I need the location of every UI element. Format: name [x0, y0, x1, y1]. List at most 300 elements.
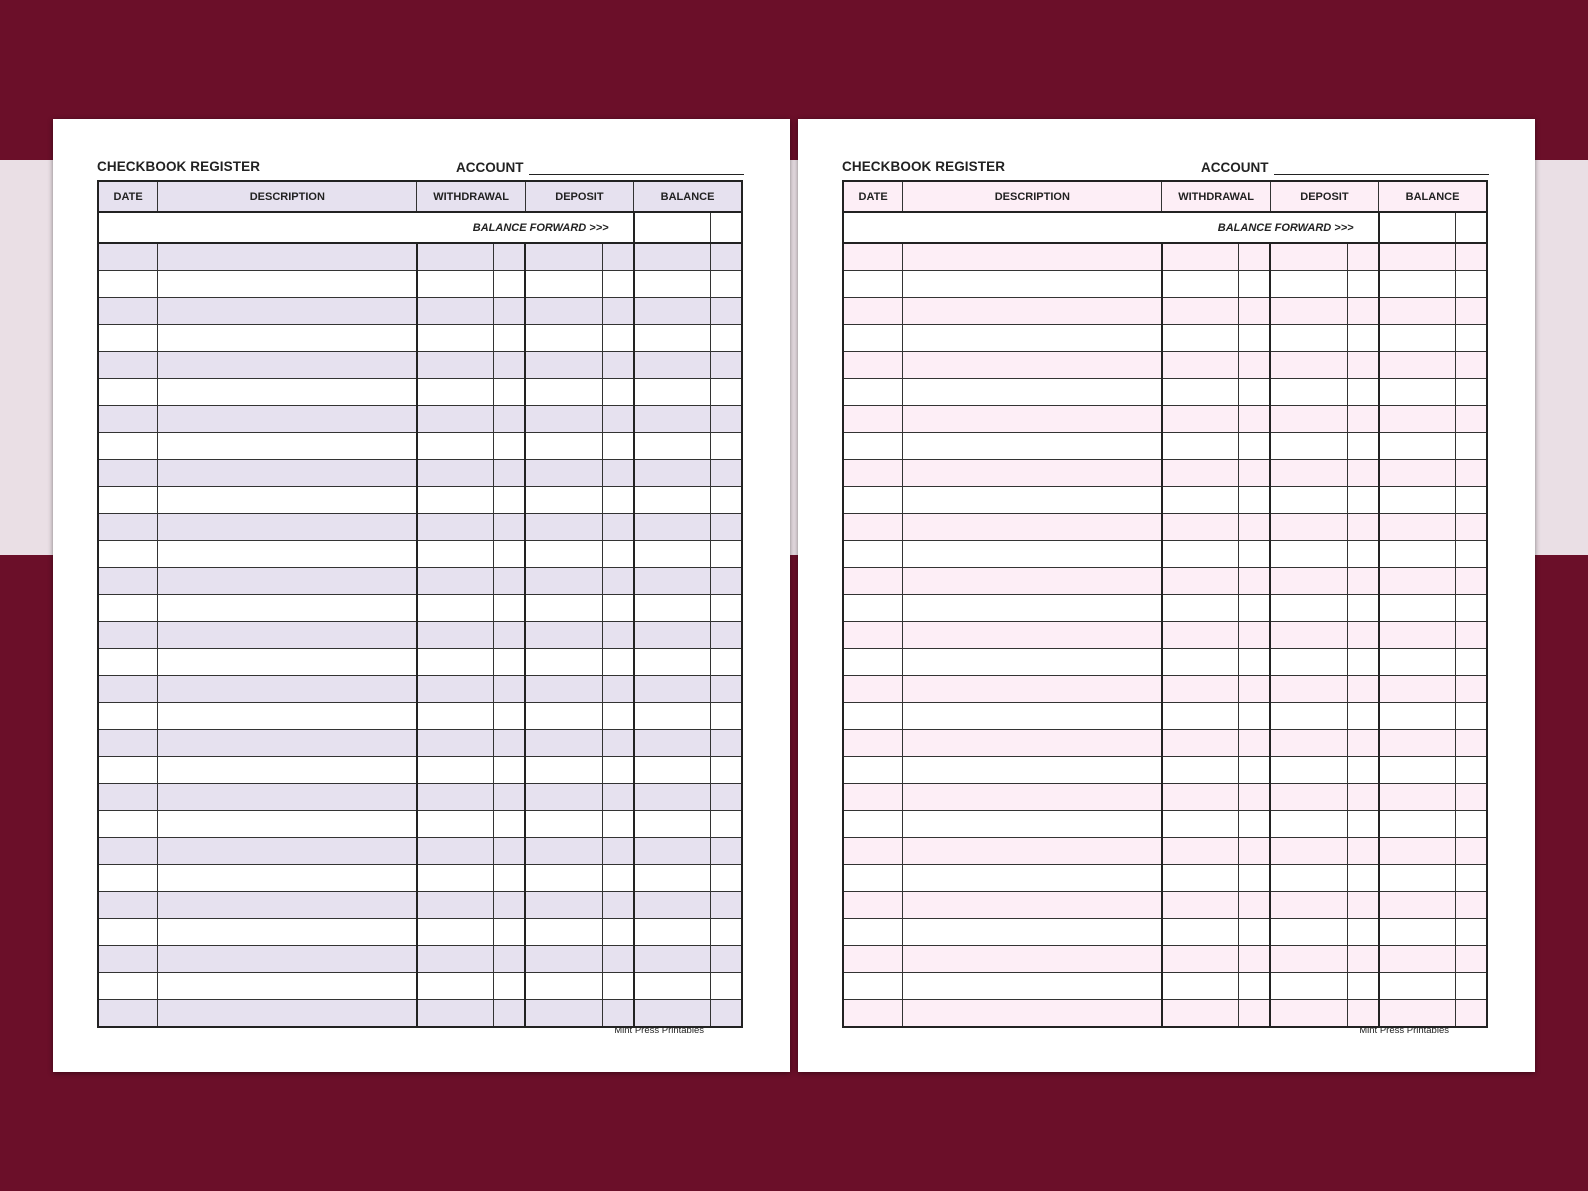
withdrawal-cents-cell[interactable]: [494, 379, 525, 406]
balance-cents-cell[interactable]: [1456, 784, 1487, 811]
description-cell[interactable]: [158, 757, 417, 784]
balance-cents-cell[interactable]: [711, 838, 742, 865]
description-cell[interactable]: [903, 730, 1162, 757]
deposit-amount-cell[interactable]: [1270, 379, 1347, 406]
balance-amount-cell[interactable]: [634, 676, 711, 703]
deposit-cents-cell[interactable]: [602, 433, 633, 460]
withdrawal-amount-cell[interactable]: [1162, 649, 1239, 676]
balance-cents-cell[interactable]: [711, 568, 742, 595]
date-cell[interactable]: [98, 622, 158, 649]
withdrawal-amount-cell[interactable]: [1162, 460, 1239, 487]
balance-amount-cell[interactable]: [634, 298, 711, 325]
date-cell[interactable]: [843, 460, 903, 487]
deposit-cents-cell[interactable]: [602, 757, 633, 784]
date-cell[interactable]: [843, 406, 903, 433]
withdrawal-cents-cell[interactable]: [494, 946, 525, 973]
balance-cents-cell[interactable]: [1456, 757, 1487, 784]
withdrawal-amount-cell[interactable]: [1162, 865, 1239, 892]
date-cell[interactable]: [843, 757, 903, 784]
withdrawal-amount-cell[interactable]: [417, 460, 494, 487]
withdrawal-cents-cell[interactable]: [1239, 919, 1270, 946]
description-cell[interactable]: [158, 919, 417, 946]
withdrawal-cents-cell[interactable]: [1239, 1000, 1270, 1028]
balance-cents-cell[interactable]: [711, 325, 742, 352]
deposit-amount-cell[interactable]: [525, 298, 602, 325]
description-cell[interactable]: [903, 298, 1162, 325]
withdrawal-cents-cell[interactable]: [494, 298, 525, 325]
withdrawal-amount-cell[interactable]: [1162, 406, 1239, 433]
deposit-amount-cell[interactable]: [1270, 730, 1347, 757]
withdrawal-amount-cell[interactable]: [1162, 1000, 1239, 1028]
balance-amount-cell[interactable]: [634, 406, 711, 433]
date-cell[interactable]: [98, 352, 158, 379]
balance-cents-cell[interactable]: [711, 811, 742, 838]
balance-cents-cell[interactable]: [711, 757, 742, 784]
balance-cents-cell[interactable]: [1456, 595, 1487, 622]
deposit-amount-cell[interactable]: [525, 703, 602, 730]
balance-amount-cell[interactable]: [634, 892, 711, 919]
deposit-amount-cell[interactable]: [525, 838, 602, 865]
date-cell[interactable]: [98, 973, 158, 1000]
withdrawal-amount-cell[interactable]: [417, 838, 494, 865]
withdrawal-cents-cell[interactable]: [1239, 811, 1270, 838]
withdrawal-cents-cell[interactable]: [494, 919, 525, 946]
balance-amount-cell[interactable]: [634, 703, 711, 730]
withdrawal-cents-cell[interactable]: [1239, 649, 1270, 676]
balance-amount-cell[interactable]: [1379, 406, 1456, 433]
account-write-line[interactable]: [529, 159, 745, 175]
deposit-amount-cell[interactable]: [1270, 838, 1347, 865]
withdrawal-cents-cell[interactable]: [1239, 325, 1270, 352]
balance-amount-cell[interactable]: [634, 649, 711, 676]
description-cell[interactable]: [158, 1000, 417, 1028]
balance-amount-cell[interactable]: [1379, 730, 1456, 757]
deposit-cents-cell[interactable]: [602, 622, 633, 649]
deposit-cents-cell[interactable]: [1347, 568, 1378, 595]
deposit-cents-cell[interactable]: [602, 676, 633, 703]
withdrawal-amount-cell[interactable]: [1162, 433, 1239, 460]
date-cell[interactable]: [843, 865, 903, 892]
description-cell[interactable]: [903, 568, 1162, 595]
withdrawal-cents-cell[interactable]: [494, 243, 525, 271]
withdrawal-amount-cell[interactable]: [417, 514, 494, 541]
description-cell[interactable]: [158, 514, 417, 541]
deposit-amount-cell[interactable]: [1270, 271, 1347, 298]
date-cell[interactable]: [98, 757, 158, 784]
balance-forward-amount-cell[interactable]: [634, 212, 711, 243]
balance-cents-cell[interactable]: [711, 352, 742, 379]
date-cell[interactable]: [98, 243, 158, 271]
withdrawal-amount-cell[interactable]: [417, 568, 494, 595]
date-cell[interactable]: [98, 379, 158, 406]
withdrawal-cents-cell[interactable]: [494, 811, 525, 838]
withdrawal-cents-cell[interactable]: [1239, 487, 1270, 514]
description-cell[interactable]: [158, 730, 417, 757]
deposit-cents-cell[interactable]: [1347, 730, 1378, 757]
balance-amount-cell[interactable]: [1379, 703, 1456, 730]
withdrawal-cents-cell[interactable]: [494, 1000, 525, 1028]
balance-amount-cell[interactable]: [634, 730, 711, 757]
description-cell[interactable]: [903, 676, 1162, 703]
date-cell[interactable]: [843, 568, 903, 595]
deposit-cents-cell[interactable]: [602, 703, 633, 730]
deposit-amount-cell[interactable]: [525, 487, 602, 514]
balance-amount-cell[interactable]: [1379, 865, 1456, 892]
withdrawal-cents-cell[interactable]: [1239, 676, 1270, 703]
withdrawal-amount-cell[interactable]: [1162, 379, 1239, 406]
balance-amount-cell[interactable]: [634, 811, 711, 838]
balance-cents-cell[interactable]: [711, 649, 742, 676]
date-cell[interactable]: [843, 514, 903, 541]
description-cell[interactable]: [158, 541, 417, 568]
description-cell[interactable]: [158, 676, 417, 703]
description-cell[interactable]: [903, 811, 1162, 838]
description-cell[interactable]: [158, 973, 417, 1000]
balance-cents-cell[interactable]: [711, 271, 742, 298]
date-cell[interactable]: [843, 730, 903, 757]
deposit-cents-cell[interactable]: [602, 811, 633, 838]
balance-amount-cell[interactable]: [1379, 271, 1456, 298]
balance-cents-cell[interactable]: [711, 622, 742, 649]
withdrawal-cents-cell[interactable]: [1239, 865, 1270, 892]
withdrawal-amount-cell[interactable]: [417, 325, 494, 352]
deposit-cents-cell[interactable]: [1347, 838, 1378, 865]
deposit-amount-cell[interactable]: [525, 757, 602, 784]
withdrawal-amount-cell[interactable]: [1162, 892, 1239, 919]
deposit-cents-cell[interactable]: [1347, 649, 1378, 676]
description-cell[interactable]: [158, 622, 417, 649]
balance-amount-cell[interactable]: [1379, 298, 1456, 325]
balance-cents-cell[interactable]: [1456, 271, 1487, 298]
deposit-amount-cell[interactable]: [1270, 865, 1347, 892]
deposit-amount-cell[interactable]: [525, 811, 602, 838]
deposit-amount-cell[interactable]: [525, 541, 602, 568]
balance-amount-cell[interactable]: [634, 487, 711, 514]
deposit-cents-cell[interactable]: [1347, 811, 1378, 838]
balance-amount-cell[interactable]: [634, 568, 711, 595]
withdrawal-amount-cell[interactable]: [417, 973, 494, 1000]
deposit-amount-cell[interactable]: [525, 676, 602, 703]
deposit-cents-cell[interactable]: [1347, 352, 1378, 379]
balance-cents-cell[interactable]: [711, 676, 742, 703]
deposit-amount-cell[interactable]: [1270, 892, 1347, 919]
date-cell[interactable]: [98, 1000, 158, 1028]
deposit-cents-cell[interactable]: [602, 595, 633, 622]
withdrawal-cents-cell[interactable]: [494, 973, 525, 1000]
withdrawal-amount-cell[interactable]: [417, 919, 494, 946]
withdrawal-cents-cell[interactable]: [1239, 352, 1270, 379]
withdrawal-cents-cell[interactable]: [1239, 892, 1270, 919]
withdrawal-amount-cell[interactable]: [1162, 784, 1239, 811]
description-cell[interactable]: [903, 865, 1162, 892]
deposit-cents-cell[interactable]: [1347, 541, 1378, 568]
withdrawal-amount-cell[interactable]: [417, 433, 494, 460]
withdrawal-amount-cell[interactable]: [417, 757, 494, 784]
deposit-cents-cell[interactable]: [1347, 973, 1378, 1000]
date-cell[interactable]: [98, 298, 158, 325]
balance-cents-cell[interactable]: [1456, 865, 1487, 892]
balance-amount-cell[interactable]: [634, 757, 711, 784]
withdrawal-cents-cell[interactable]: [494, 568, 525, 595]
balance-cents-cell[interactable]: [1456, 973, 1487, 1000]
balance-amount-cell[interactable]: [634, 271, 711, 298]
balance-amount-cell[interactable]: [1379, 757, 1456, 784]
balance-cents-cell[interactable]: [711, 541, 742, 568]
date-cell[interactable]: [98, 433, 158, 460]
deposit-cents-cell[interactable]: [602, 649, 633, 676]
balance-cents-cell[interactable]: [1456, 541, 1487, 568]
withdrawal-cents-cell[interactable]: [494, 757, 525, 784]
withdrawal-amount-cell[interactable]: [417, 784, 494, 811]
deposit-amount-cell[interactable]: [525, 568, 602, 595]
withdrawal-cents-cell[interactable]: [494, 730, 525, 757]
withdrawal-cents-cell[interactable]: [1239, 730, 1270, 757]
deposit-amount-cell[interactable]: [525, 865, 602, 892]
balance-forward-cents-cell[interactable]: [711, 212, 742, 243]
withdrawal-amount-cell[interactable]: [1162, 757, 1239, 784]
withdrawal-amount-cell[interactable]: [1162, 352, 1239, 379]
deposit-amount-cell[interactable]: [1270, 460, 1347, 487]
balance-cents-cell[interactable]: [711, 730, 742, 757]
description-cell[interactable]: [903, 487, 1162, 514]
balance-amount-cell[interactable]: [1379, 973, 1456, 1000]
withdrawal-amount-cell[interactable]: [417, 892, 494, 919]
date-cell[interactable]: [98, 460, 158, 487]
balance-amount-cell[interactable]: [634, 838, 711, 865]
date-cell[interactable]: [843, 271, 903, 298]
deposit-cents-cell[interactable]: [602, 325, 633, 352]
date-cell[interactable]: [98, 541, 158, 568]
withdrawal-amount-cell[interactable]: [1162, 730, 1239, 757]
deposit-amount-cell[interactable]: [525, 649, 602, 676]
balance-amount-cell[interactable]: [1379, 595, 1456, 622]
balance-cents-cell[interactable]: [1456, 1000, 1487, 1028]
deposit-cents-cell[interactable]: [1347, 406, 1378, 433]
deposit-cents-cell[interactable]: [1347, 379, 1378, 406]
deposit-amount-cell[interactable]: [525, 892, 602, 919]
deposit-amount-cell[interactable]: [1270, 352, 1347, 379]
balance-cents-cell[interactable]: [711, 865, 742, 892]
description-cell[interactable]: [903, 1000, 1162, 1028]
balance-cents-cell[interactable]: [1456, 379, 1487, 406]
balance-amount-cell[interactable]: [1379, 487, 1456, 514]
date-cell[interactable]: [98, 838, 158, 865]
withdrawal-amount-cell[interactable]: [1162, 973, 1239, 1000]
withdrawal-amount-cell[interactable]: [417, 298, 494, 325]
deposit-cents-cell[interactable]: [1347, 514, 1378, 541]
withdrawal-amount-cell[interactable]: [417, 487, 494, 514]
withdrawal-amount-cell[interactable]: [417, 946, 494, 973]
balance-amount-cell[interactable]: [634, 973, 711, 1000]
withdrawal-cents-cell[interactable]: [1239, 433, 1270, 460]
description-cell[interactable]: [903, 352, 1162, 379]
date-cell[interactable]: [843, 433, 903, 460]
date-cell[interactable]: [843, 243, 903, 271]
withdrawal-cents-cell[interactable]: [494, 514, 525, 541]
deposit-amount-cell[interactable]: [1270, 676, 1347, 703]
withdrawal-amount-cell[interactable]: [417, 379, 494, 406]
description-cell[interactable]: [903, 460, 1162, 487]
withdrawal-cents-cell[interactable]: [1239, 946, 1270, 973]
date-cell[interactable]: [843, 325, 903, 352]
description-cell[interactable]: [158, 271, 417, 298]
deposit-cents-cell[interactable]: [602, 784, 633, 811]
withdrawal-cents-cell[interactable]: [1239, 622, 1270, 649]
description-cell[interactable]: [903, 379, 1162, 406]
date-cell[interactable]: [843, 379, 903, 406]
deposit-amount-cell[interactable]: [1270, 325, 1347, 352]
balance-amount-cell[interactable]: [1379, 460, 1456, 487]
balance-amount-cell[interactable]: [1379, 811, 1456, 838]
deposit-amount-cell[interactable]: [1270, 487, 1347, 514]
description-cell[interactable]: [903, 595, 1162, 622]
balance-amount-cell[interactable]: [634, 433, 711, 460]
date-cell[interactable]: [98, 676, 158, 703]
deposit-amount-cell[interactable]: [1270, 298, 1347, 325]
deposit-amount-cell[interactable]: [525, 919, 602, 946]
balance-cents-cell[interactable]: [1456, 514, 1487, 541]
date-cell[interactable]: [98, 649, 158, 676]
description-cell[interactable]: [158, 649, 417, 676]
withdrawal-cents-cell[interactable]: [494, 271, 525, 298]
deposit-cents-cell[interactable]: [602, 865, 633, 892]
deposit-cents-cell[interactable]: [602, 568, 633, 595]
deposit-amount-cell[interactable]: [525, 325, 602, 352]
withdrawal-amount-cell[interactable]: [417, 703, 494, 730]
description-cell[interactable]: [158, 946, 417, 973]
balance-amount-cell[interactable]: [1379, 325, 1456, 352]
description-cell[interactable]: [158, 838, 417, 865]
deposit-cents-cell[interactable]: [602, 973, 633, 1000]
withdrawal-cents-cell[interactable]: [494, 406, 525, 433]
deposit-amount-cell[interactable]: [1270, 1000, 1347, 1028]
description-cell[interactable]: [158, 460, 417, 487]
deposit-amount-cell[interactable]: [525, 352, 602, 379]
balance-amount-cell[interactable]: [1379, 676, 1456, 703]
balance-amount-cell[interactable]: [1379, 352, 1456, 379]
deposit-cents-cell[interactable]: [1347, 271, 1378, 298]
balance-cents-cell[interactable]: [1456, 811, 1487, 838]
balance-cents-cell[interactable]: [1456, 730, 1487, 757]
withdrawal-cents-cell[interactable]: [1239, 379, 1270, 406]
date-cell[interactable]: [843, 676, 903, 703]
deposit-amount-cell[interactable]: [1270, 406, 1347, 433]
withdrawal-amount-cell[interactable]: [1162, 325, 1239, 352]
deposit-amount-cell[interactable]: [1270, 243, 1347, 271]
balance-cents-cell[interactable]: [1456, 622, 1487, 649]
description-cell[interactable]: [158, 865, 417, 892]
date-cell[interactable]: [843, 946, 903, 973]
date-cell[interactable]: [98, 946, 158, 973]
balance-cents-cell[interactable]: [1456, 649, 1487, 676]
withdrawal-amount-cell[interactable]: [1162, 676, 1239, 703]
withdrawal-cents-cell[interactable]: [494, 460, 525, 487]
withdrawal-cents-cell[interactable]: [1239, 514, 1270, 541]
deposit-cents-cell[interactable]: [1347, 784, 1378, 811]
date-cell[interactable]: [98, 325, 158, 352]
description-cell[interactable]: [903, 406, 1162, 433]
withdrawal-cents-cell[interactable]: [1239, 298, 1270, 325]
account-write-line[interactable]: [1274, 159, 1490, 175]
deposit-cents-cell[interactable]: [602, 379, 633, 406]
description-cell[interactable]: [903, 838, 1162, 865]
description-cell[interactable]: [903, 919, 1162, 946]
withdrawal-cents-cell[interactable]: [494, 784, 525, 811]
deposit-cents-cell[interactable]: [1347, 622, 1378, 649]
deposit-cents-cell[interactable]: [602, 298, 633, 325]
balance-cents-cell[interactable]: [1456, 892, 1487, 919]
withdrawal-amount-cell[interactable]: [417, 730, 494, 757]
deposit-cents-cell[interactable]: [1347, 325, 1378, 352]
deposit-cents-cell[interactable]: [602, 243, 633, 271]
withdrawal-cents-cell[interactable]: [494, 487, 525, 514]
deposit-cents-cell[interactable]: [602, 487, 633, 514]
deposit-cents-cell[interactable]: [1347, 946, 1378, 973]
withdrawal-amount-cell[interactable]: [417, 1000, 494, 1028]
deposit-cents-cell[interactable]: [602, 919, 633, 946]
date-cell[interactable]: [843, 784, 903, 811]
date-cell[interactable]: [98, 595, 158, 622]
balance-amount-cell[interactable]: [1379, 1000, 1456, 1028]
balance-amount-cell[interactable]: [634, 1000, 711, 1028]
balance-cents-cell[interactable]: [1456, 406, 1487, 433]
date-cell[interactable]: [843, 703, 903, 730]
description-cell[interactable]: [158, 243, 417, 271]
description-cell[interactable]: [903, 325, 1162, 352]
withdrawal-cents-cell[interactable]: [494, 865, 525, 892]
deposit-amount-cell[interactable]: [525, 406, 602, 433]
withdrawal-cents-cell[interactable]: [1239, 541, 1270, 568]
balance-amount-cell[interactable]: [1379, 243, 1456, 271]
withdrawal-amount-cell[interactable]: [417, 541, 494, 568]
deposit-cents-cell[interactable]: [602, 892, 633, 919]
balance-amount-cell[interactable]: [634, 595, 711, 622]
date-cell[interactable]: [98, 487, 158, 514]
description-cell[interactable]: [158, 703, 417, 730]
date-cell[interactable]: [98, 811, 158, 838]
description-cell[interactable]: [903, 433, 1162, 460]
withdrawal-amount-cell[interactable]: [1162, 541, 1239, 568]
withdrawal-amount-cell[interactable]: [1162, 271, 1239, 298]
description-cell[interactable]: [158, 784, 417, 811]
date-cell[interactable]: [98, 730, 158, 757]
withdrawal-amount-cell[interactable]: [1162, 514, 1239, 541]
balance-amount-cell[interactable]: [634, 946, 711, 973]
date-cell[interactable]: [98, 514, 158, 541]
deposit-cents-cell[interactable]: [602, 271, 633, 298]
deposit-amount-cell[interactable]: [1270, 946, 1347, 973]
deposit-cents-cell[interactable]: [602, 838, 633, 865]
deposit-amount-cell[interactable]: [1270, 649, 1347, 676]
deposit-amount-cell[interactable]: [1270, 973, 1347, 1000]
description-cell[interactable]: [158, 811, 417, 838]
withdrawal-amount-cell[interactable]: [417, 811, 494, 838]
withdrawal-cents-cell[interactable]: [1239, 406, 1270, 433]
balance-amount-cell[interactable]: [1379, 919, 1456, 946]
withdrawal-amount-cell[interactable]: [417, 352, 494, 379]
deposit-amount-cell[interactable]: [1270, 784, 1347, 811]
date-cell[interactable]: [843, 811, 903, 838]
deposit-amount-cell[interactable]: [525, 243, 602, 271]
date-cell[interactable]: [843, 595, 903, 622]
description-cell[interactable]: [903, 514, 1162, 541]
description-cell[interactable]: [158, 298, 417, 325]
balance-cents-cell[interactable]: [711, 973, 742, 1000]
date-cell[interactable]: [843, 298, 903, 325]
withdrawal-cents-cell[interactable]: [494, 325, 525, 352]
balance-amount-cell[interactable]: [1379, 622, 1456, 649]
balance-cents-cell[interactable]: [1456, 298, 1487, 325]
